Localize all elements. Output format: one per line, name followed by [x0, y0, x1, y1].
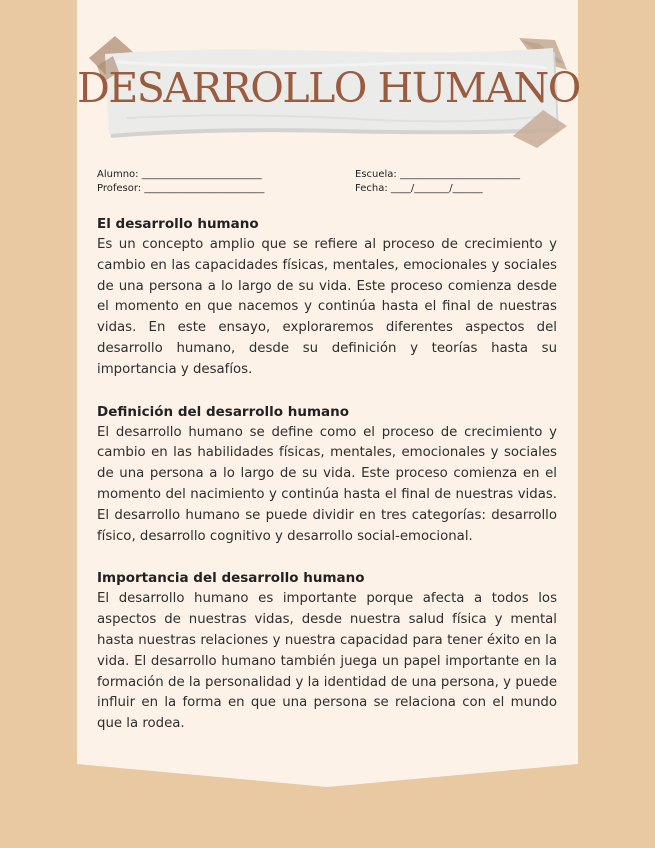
page-title: DESARROLLO HUMANO [77, 64, 580, 112]
section-heading: El desarrollo humano [97, 216, 259, 232]
essay-content [97, 214, 557, 756]
alumno-field[interactable]: Alumno: ________________________ [97, 169, 262, 180]
section-intro [97, 214, 557, 381]
section-body: Es un concepto amplio que se refiere al proceso de crecimiento y cambio en las capacidades físicas, mentales, emocionales y sociales de una persona a lo largo de su vida. Este proceso comienza desde el momento en que nacemos y continúa hasta el final de nuestras vidas. En este ensayo, exploraremos diferentes aspectos del desarrollo humano, desde su definición y teorías hasta su importancia y desafíos. [97, 237, 557, 377]
fecha-field[interactable]: Fecha: ____/_______/______ [355, 183, 483, 194]
section-heading: Importancia del desarrollo humano [97, 570, 365, 587]
escuela-field[interactable]: Escuela: ________________________ [355, 169, 520, 180]
profesor-field[interactable]: Profesor: ________________________ [97, 183, 265, 194]
section-definition [97, 402, 557, 548]
worksheet-page [77, 0, 578, 790]
section-heading: Definición del desarrollo humano [97, 403, 350, 420]
section-body: El desarrollo humano se define como el proceso de crecimiento y cambio en las habilidades físicas, mentales, emocionales y sociales de una persona a lo largo de su vida. Este proceso comienza en el momento del nacimiento y continúa hasta el final de nuestras vidas. El desarrollo humano se puede dividir en tres categorías: desarrollo físico, desarrollo cognitivo y desarrollo social-emocional. [97, 424, 557, 544]
section-importance [97, 568, 557, 735]
student-info-fields [97, 168, 559, 196]
section-body: El desarrollo humano es importante porque afecta a todos los aspectos de nuestras vidas, desde nuestra salud física y mental hasta nuestras relaciones y nuestra capacidad para tener éxito en la vida. El desarrollo humano también juega un papel importante en la formación de la personalidad y la identidad de una persona, y puede influir en la forma en que una persona se relaciona con el mundo que la rodea. [97, 591, 557, 732]
